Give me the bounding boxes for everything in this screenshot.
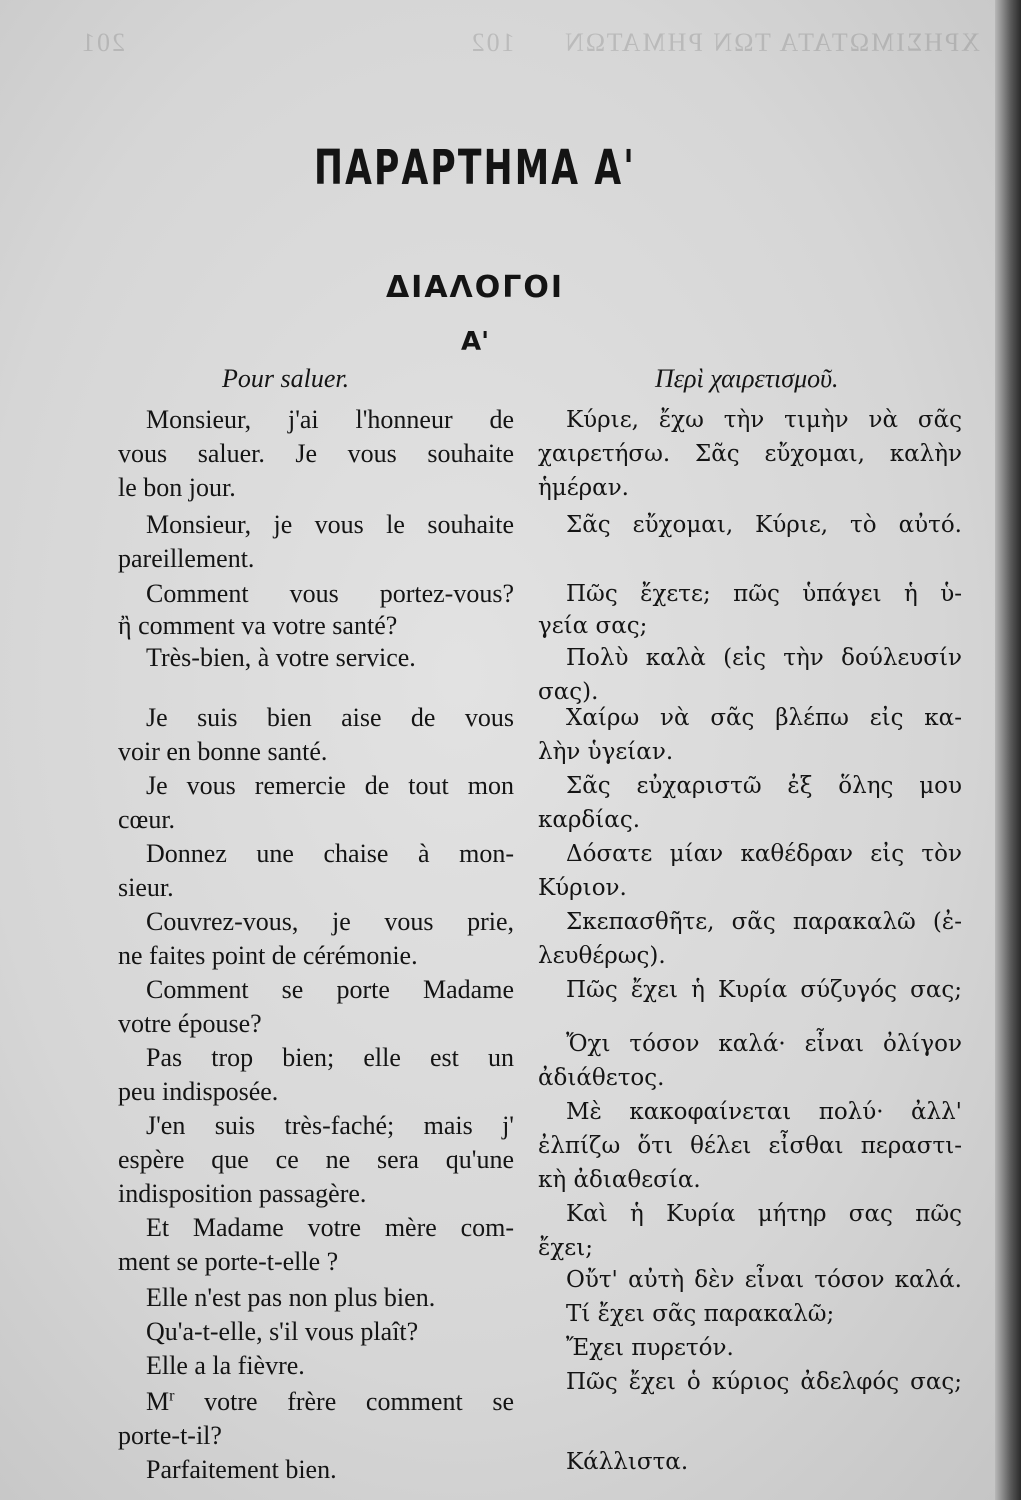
bleed-other-page-number: 201: [80, 28, 125, 57]
french-line: J'en suis très-faché; mais j': [146, 1111, 514, 1140]
abbrev-prefix: M: [146, 1387, 170, 1416]
french-line: cœur.: [118, 805, 176, 834]
french-line: votre épouse?: [118, 1009, 262, 1038]
french-line: porte-t-il?: [118, 1421, 222, 1450]
greek-line: ἡμέραν.: [538, 475, 629, 501]
french-line: Je suis bien aise de vous: [146, 703, 514, 732]
french-line: sieur.: [118, 873, 174, 902]
french-line: Donnez une chaise à mon-: [146, 839, 514, 868]
greek-line: Κάλλιστα.: [566, 1449, 689, 1475]
french-line: Elle a la fièvre.: [146, 1351, 305, 1380]
bleed-running-head: ΧΡΗΣΙΜΩΤΑΤΑ ΤΩΝ ΡΗΜΑΤΩΝ: [563, 28, 980, 57]
greek-line: γεία σας;: [538, 613, 648, 639]
greek-line: λὴν ὑγείαν.: [538, 739, 674, 765]
french-line: voir en bonne santé.: [118, 737, 328, 766]
french-line: Qu'a-t-elle, s'il vous plaît?: [146, 1317, 419, 1346]
greek-line: ἀδιάθετος.: [538, 1065, 665, 1091]
french-line: Comment se porte Madame: [146, 975, 514, 1004]
french-line: Parfaitement bien.: [146, 1455, 337, 1484]
greek-line: κὴ ἀδιαθεσία.: [538, 1167, 701, 1193]
greek-line: Ὄχι τόσον καλά· εἶναι ὀλίγον: [566, 1031, 962, 1057]
french-line: Je vous remercie de tout mon: [146, 771, 514, 800]
french-line: ne faites point de cérémonie.: [118, 941, 418, 970]
greek-line: ἔχει;: [538, 1235, 593, 1261]
line-text: votre frère comment se: [174, 1387, 514, 1416]
french-line: indisposition passagère.: [118, 1179, 367, 1208]
greek-line: ἐλπίζω ὅτι θέλει εἶσθαι περαστι-: [538, 1133, 962, 1159]
french-line: Pas trop bien; elle est un: [146, 1043, 514, 1072]
french-line: ἢ comment va votre santé?: [118, 611, 398, 640]
french-line: Comment vous portez-vous?: [146, 579, 514, 608]
greek-line: Σᾶς εὔχομαι, Κύριε, τὸ αὐτό.: [566, 512, 962, 538]
greek-line: Πῶς ἔχει ὁ κύριος ἀδελφός σας;: [566, 1369, 962, 1395]
greek-line: Οὔτ' αὐτὴ δὲν εἶναι τόσον καλά.: [566, 1267, 962, 1293]
abbrev-superscript: r: [169, 1387, 175, 1405]
page-subtitle: ΔΙΑΛΟΓΟΙ: [385, 270, 565, 305]
greek-line: Πῶς ἔχετε; πῶς ὑπάγει ἡ ὑ-: [566, 581, 962, 607]
bleed-through-text: [80, 28, 980, 58]
greek-line: χαιρετήσω. Σᾶς εὔχομαι, καλὴν: [538, 441, 962, 467]
greek-line: Κύριε, ἔχω τὴν τιμὴν νὰ σᾶς: [566, 407, 962, 433]
french-column-heading: Pour saluer.: [222, 364, 350, 393]
french-line: le bon jour.: [118, 473, 236, 502]
greek-line: Πολὺ καλὰ (εἰς τὴν δούλευσίν: [566, 645, 962, 671]
greek-line: Δόσατε μίαν καθέδραν εἰς τὸν: [566, 841, 962, 867]
greek-column-heading: Περὶ χαιρετισμοῦ.: [655, 364, 839, 393]
section-number: Α': [460, 327, 490, 357]
bleed-page-number: 102: [469, 28, 515, 57]
french-line: Couvrez-vous, je vous prie,: [146, 907, 514, 936]
greek-line: Χαίρω νὰ σᾶς βλέπω εἰς κα-: [566, 705, 962, 731]
french-line: peu indisposée.: [118, 1077, 279, 1106]
french-line: Très-bien, à votre service.: [146, 643, 416, 672]
french-line: Monsieur, je vous le souhaite: [146, 510, 514, 539]
greek-line: Πῶς ἔχει ἡ Κυρία σύζυγός σας;: [566, 977, 962, 1003]
greek-line: Ἔχει πυρετόν.: [566, 1335, 734, 1361]
french-line: vous saluer. Je vous souhaite: [118, 439, 514, 468]
greek-line: σας).: [538, 679, 599, 705]
french-line: Monsieur, j'ai l'honneur de: [146, 405, 514, 434]
greek-line: Κύριον.: [538, 875, 627, 901]
book-spine-shadow: [995, 0, 1021, 1500]
french-line: espère que ce ne sera qu'une: [118, 1145, 514, 1174]
page-title: ΠΑΡΑΡΤΗΜΑ Α': [314, 140, 636, 196]
greek-line: Τί ἔχει σᾶς παρακαλῶ;: [566, 1301, 835, 1327]
greek-line: Μὲ κακοφαίνεται πολύ· ἀλλ': [566, 1099, 962, 1125]
greek-line: λευθέρως).: [538, 943, 666, 969]
greek-line: Σκεπασθῆτε, σᾶς παρακαλῶ (ἐ-: [566, 909, 962, 935]
french-line: [118, 1385, 514, 1419]
french-line: pareillement.: [118, 544, 255, 573]
greek-line: Σᾶς εὐχαριστῶ ἐξ ὅλης μου: [566, 773, 962, 799]
greek-line: καρδίας.: [538, 807, 641, 833]
french-line: ment se porte-t-elle ?: [118, 1247, 339, 1276]
greek-line: Καὶ ἡ Κυρία μήτηρ σας πῶς: [566, 1201, 962, 1227]
french-line: Et Madame votre mère com-: [146, 1213, 514, 1242]
french-line: Elle n'est pas non plus bien.: [146, 1283, 436, 1312]
